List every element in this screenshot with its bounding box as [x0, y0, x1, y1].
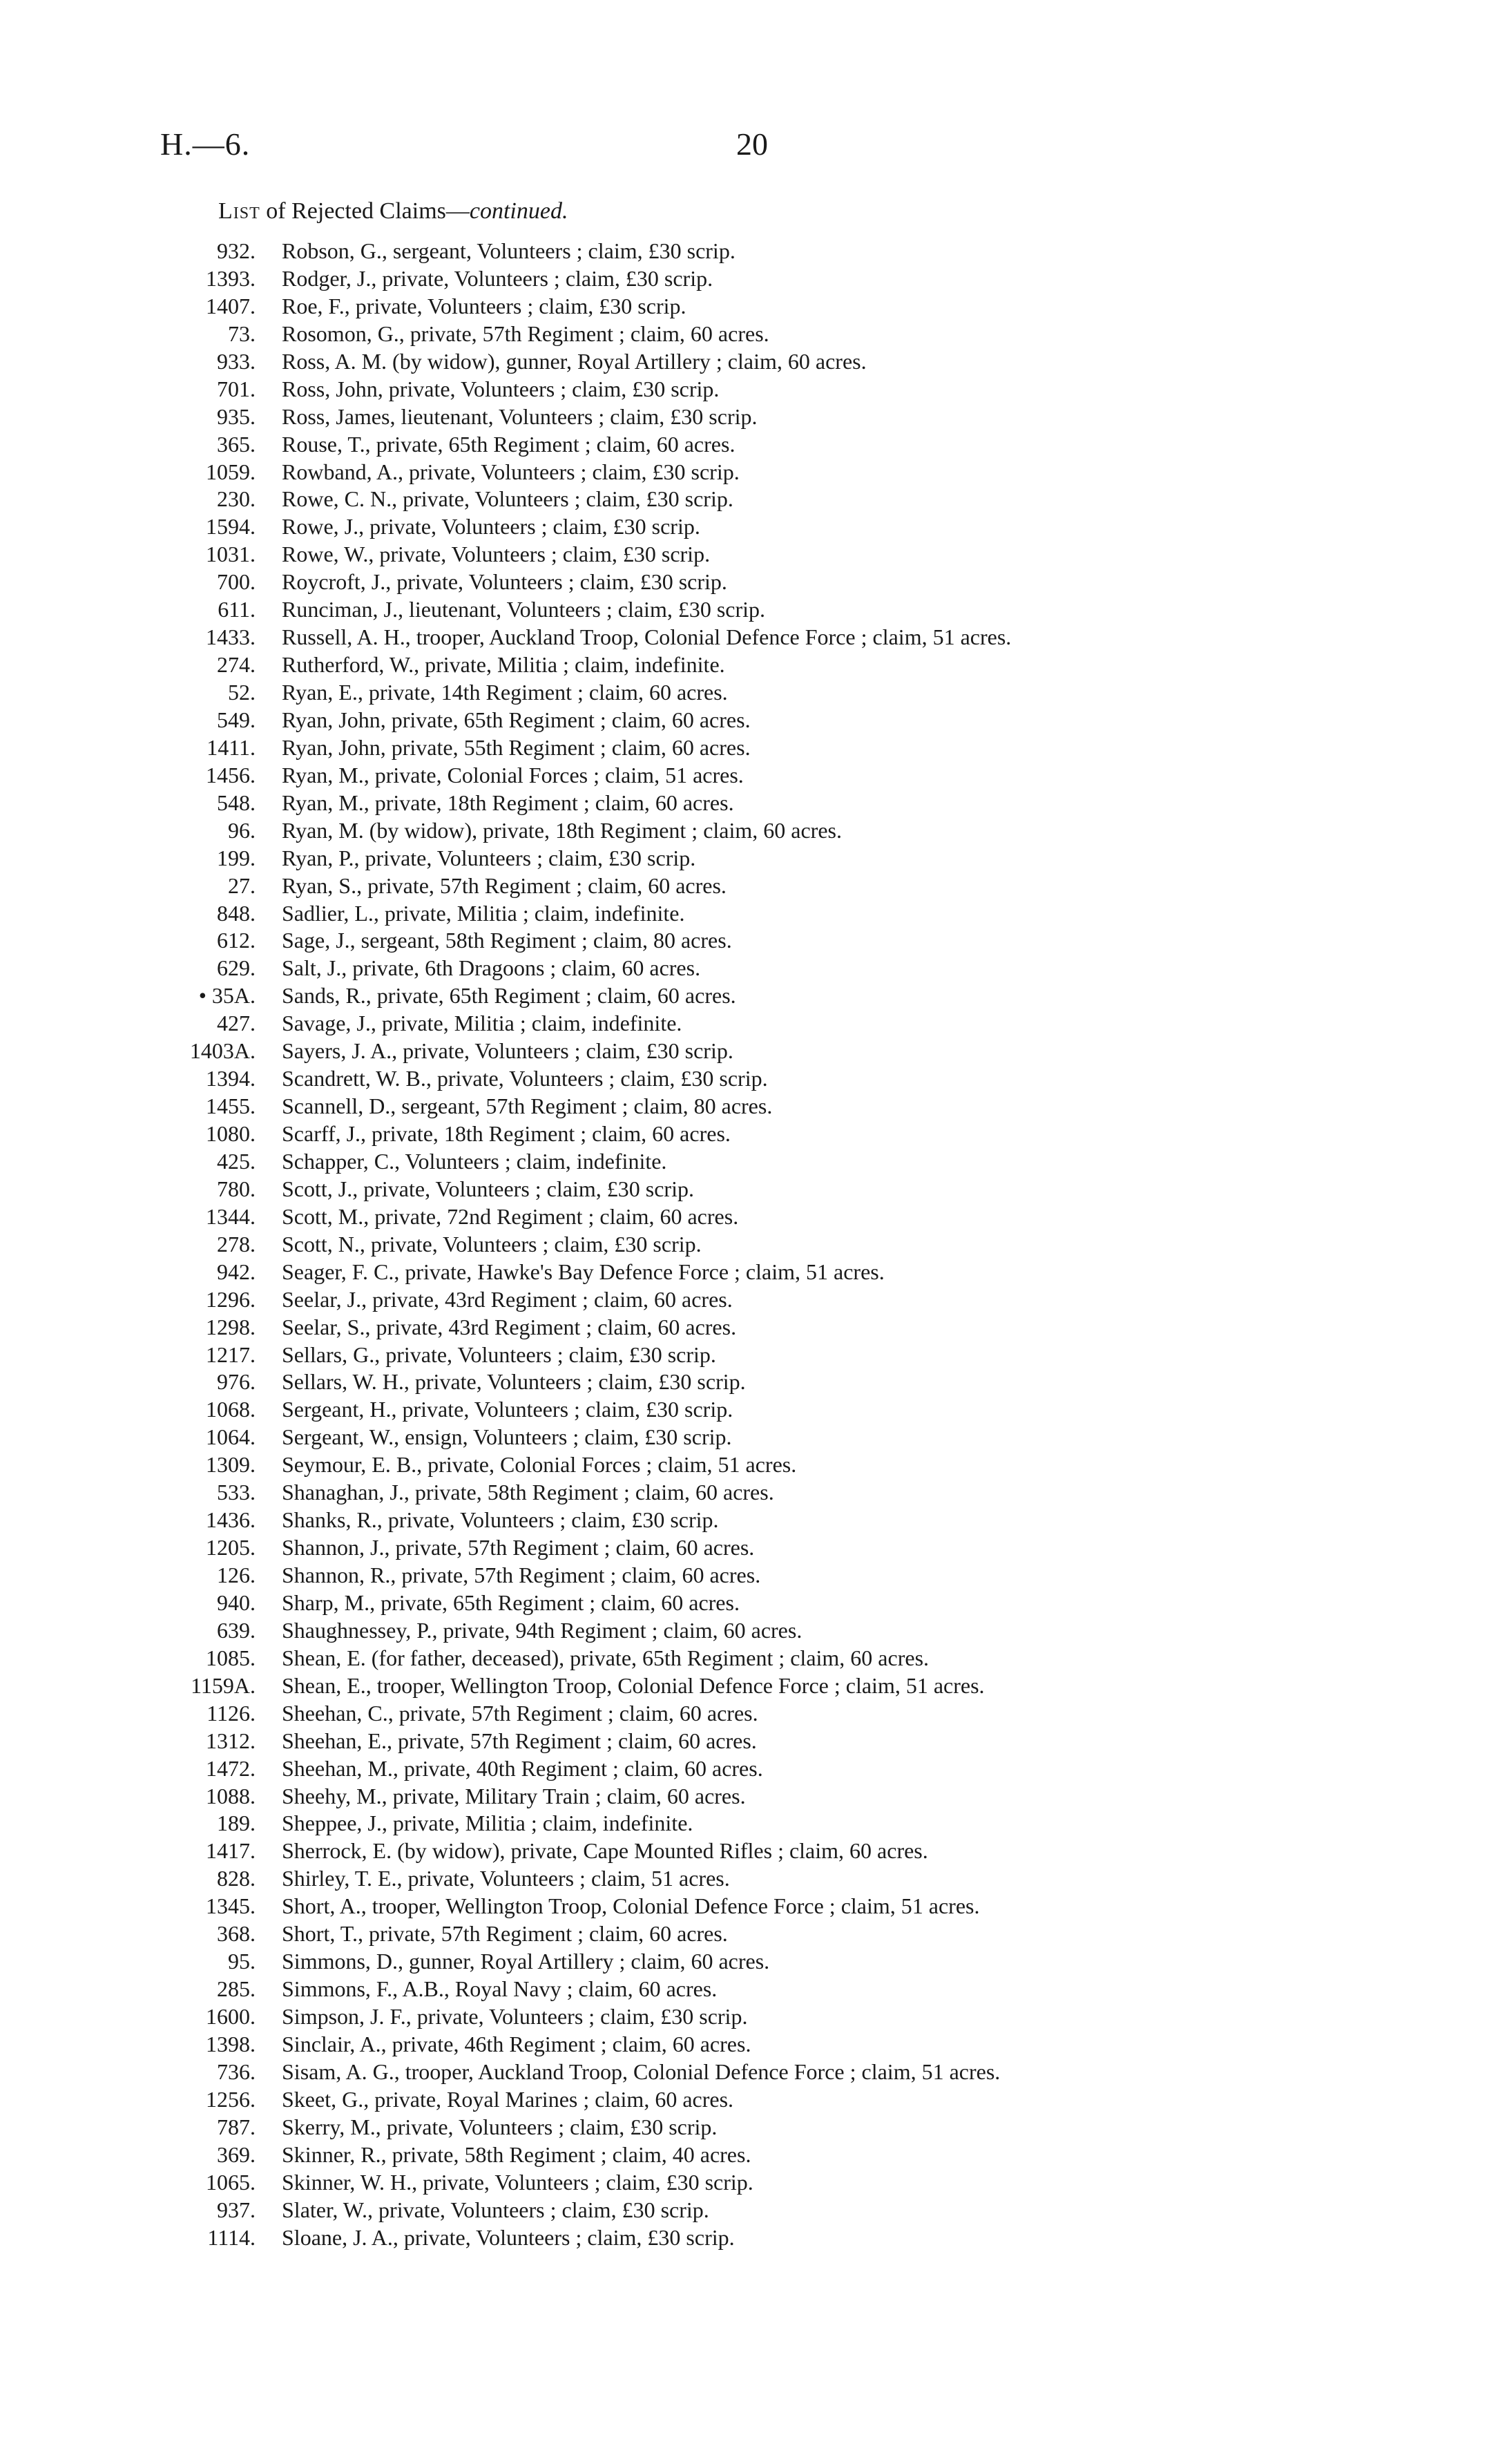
claim-number: 848. — [217, 900, 256, 926]
claim-text: Scandrett, W. B., private, Volunteers ; claim, £30 scrip. — [282, 1066, 768, 1091]
claim-text: Roycroft, J., private, Volunteers ; claim, £30 scrip. — [282, 569, 727, 595]
claim-text: Ryan, M., private, Colonial Forces ; claim, 51 acres. — [282, 762, 744, 787]
claim-entry — [0, 569, 1509, 596]
claim-text: Shannon, J., private, 57th Regiment ; claim, 60 acres. — [282, 1535, 755, 1560]
claim-number: 1398. — [206, 2031, 256, 2056]
claim-number: 533. — [217, 1480, 256, 1505]
claim-entry — [0, 1837, 1509, 1865]
claim-text: Ryan, John, private, 55th Regiment ; claim, 60 acres. — [282, 734, 751, 760]
claim-entry — [0, 486, 1509, 513]
claim-number: 1298. — [206, 1314, 256, 1339]
claim-text: Seager, F. C., private, Hawke's Bay Defence Force ; claim, 51 acres. — [282, 1259, 885, 1284]
claim-entry — [0, 321, 1509, 348]
claim-entry — [0, 1534, 1509, 1562]
claim-number: 52. — [228, 680, 256, 705]
claim-entry — [0, 845, 1509, 872]
claim-text: Simmons, F., A.B., Royal Navy ; claim, 60 acres. — [282, 1976, 718, 2002]
list-title-main: of Rejected Claims— — [266, 198, 470, 224]
claim-number: 736. — [217, 2059, 256, 2084]
claim-entry — [0, 1368, 1509, 1396]
claim-text: Short, T., private, 57th Regiment ; claim, 60 acres. — [282, 1921, 728, 1947]
claim-number: 1217. — [206, 1341, 256, 1367]
claim-number: 1065. — [206, 2169, 256, 2195]
claim-text: Scarff, J., private, 18th Regiment ; claim, 60 acres. — [282, 1121, 731, 1146]
claim-text: Sayers, J. A., private, Volunteers ; claim, £30 scrip. — [282, 1038, 733, 1064]
claim-text: Shanks, R., private, Volunteers ; claim, £30 scrip. — [282, 1507, 719, 1533]
claim-number: 933. — [217, 348, 256, 374]
claim-number: 828. — [217, 1866, 256, 1891]
list-title-continued: continued. — [469, 198, 568, 224]
claim-entry — [0, 707, 1509, 734]
claim-entry — [0, 2141, 1509, 2169]
claim-entry — [0, 2169, 1509, 2197]
claim-text: Rowe, J., private, Volunteers ; claim, £30 scrip. — [282, 514, 700, 539]
claim-entry — [0, 1672, 1509, 1700]
page-header — [0, 0, 1509, 180]
claim-entry — [0, 1314, 1509, 1341]
claim-entry — [0, 1451, 1509, 1479]
claim-number: 1600. — [206, 2004, 256, 2029]
claim-text: Russell, A. H., trooper, Auckland Troop, Colonial Defence Force ; claim, 51 acres. — [282, 624, 1012, 650]
claim-number: 780. — [217, 1176, 256, 1201]
claim-entry — [0, 1645, 1509, 1672]
claim-entry — [0, 651, 1509, 679]
claim-entry — [0, 1203, 1509, 1231]
claim-number: 787. — [217, 2114, 256, 2139]
claim-text: Scannell, D., sergeant, 57th Regiment ; claim, 80 acres. — [282, 1093, 773, 1119]
claim-entry — [0, 1507, 1509, 1534]
claim-number: 27. — [228, 872, 256, 898]
claim-number: 425. — [217, 1148, 256, 1174]
claim-number: 199. — [217, 845, 256, 870]
claim-number: 368. — [217, 1921, 256, 1947]
claim-entry — [0, 1893, 1509, 1920]
claim-entry — [0, 1755, 1509, 1783]
claim-entry — [0, 955, 1509, 982]
claim-entry — [0, 1617, 1509, 1645]
claim-number: 629. — [217, 955, 256, 981]
claim-number: 1472. — [206, 1755, 256, 1781]
claim-number: 700. — [217, 569, 256, 595]
claim-text: Sheehan, E., private, 57th Regiment ; claim, 60 acres. — [282, 1728, 757, 1753]
claim-entry — [0, 1231, 1509, 1259]
claim-number: 1594. — [206, 514, 256, 539]
claim-number: 1059. — [206, 459, 256, 484]
claim-text: Roe, F., private, Volunteers ; claim, £30 scrip. — [282, 293, 686, 318]
claim-entry — [0, 1120, 1509, 1148]
rejected-claims-list — [0, 238, 1509, 2251]
claim-entry — [0, 376, 1509, 403]
claim-text: Robson, G., sergeant, Volunteers ; claim, £30 scrip. — [282, 238, 736, 263]
claim-text: Rodger, J., private, Volunteers ; claim, £30 scrip. — [282, 265, 713, 291]
claim-number: 1312. — [206, 1728, 256, 1753]
claim-number: 1394. — [206, 1066, 256, 1091]
claim-entry — [0, 1148, 1509, 1176]
claim-number: 1064. — [206, 1424, 256, 1450]
claim-text: Sloane, J. A., private, Volunteers ; claim, £30 scrip. — [282, 2224, 735, 2250]
claim-number: 95. — [228, 1949, 256, 1974]
claim-number: 976. — [217, 1369, 256, 1395]
claim-number: 1411. — [206, 734, 256, 760]
claim-entry — [0, 293, 1509, 321]
claim-entry — [0, 348, 1509, 376]
claim-number: 1344. — [206, 1203, 256, 1229]
claim-entry — [0, 2003, 1509, 2031]
claim-number: 548. — [217, 790, 256, 815]
claim-number: 937. — [217, 2197, 256, 2222]
claim-text: Rowe, C. N., private, Volunteers ; claim, £30 scrip. — [282, 486, 733, 512]
claim-text: Skinner, R., private, 58th Regiment ; claim, 40 acres. — [282, 2141, 751, 2167]
claim-entry — [0, 1341, 1509, 1369]
claim-number: 126. — [217, 1563, 256, 1587]
claim-entry — [0, 1093, 1509, 1120]
claim-text: Seelar, S., private, 43rd Regiment ; claim, 60 acres. — [282, 1314, 737, 1339]
claim-entry — [0, 927, 1509, 955]
claim-text: Rouse, T., private, 65th Regiment ; claim, 60 acres. — [282, 431, 736, 457]
claim-text: Sellars, G., private, Volunteers ; claim, £30 scrip. — [282, 1341, 716, 1367]
claim-text: Salt, J., private, 6th Dragoons ; claim, 60 acres. — [282, 955, 701, 981]
claim-text: Ryan, P., private, Volunteers ; claim, £30 scrip. — [282, 845, 696, 870]
claim-number: 549. — [217, 707, 256, 732]
claim-entry — [0, 1424, 1509, 1451]
claim-number: 1433. — [206, 624, 256, 650]
claim-text: Shaughnessey, P., private, 94th Regiment ; claim, 60 acres. — [282, 1617, 802, 1643]
claim-number: 1085. — [206, 1645, 256, 1670]
claim-text: Sergeant, W., ensign, Volunteers ; claim, £30 scrip. — [282, 1424, 732, 1450]
claim-text: Sheehy, M., private, Military Train ; claim, 60 acres. — [282, 1783, 746, 1808]
claim-text: Sheehan, M., private, 40th Regiment ; claim, 60 acres. — [282, 1755, 763, 1781]
claim-entry — [0, 2197, 1509, 2224]
claim-number: 1403A. — [189, 1038, 256, 1064]
claim-number: 1456. — [206, 762, 256, 787]
claim-number: 427. — [217, 1011, 256, 1036]
claim-text: Sharp, M., private, 65th Regiment ; claim, 60 acres. — [282, 1589, 740, 1615]
claim-entry — [0, 238, 1509, 265]
claim-number: 1455. — [206, 1093, 256, 1119]
claim-text: Ryan, S., private, 57th Regiment ; claim, 60 acres. — [282, 872, 727, 898]
claim-number: 96. — [228, 817, 256, 843]
list-title — [218, 198, 568, 225]
claim-text: Scott, J., private, Volunteers ; claim, £30 scrip. — [282, 1176, 694, 1201]
claim-text: Ross, John, private, Volunteers ; claim, £30 scrip. — [282, 376, 720, 401]
claim-entry — [0, 513, 1509, 541]
claim-text: Shanaghan, J., private, 58th Regiment ; claim, 60 acres. — [282, 1480, 774, 1505]
claim-number: 940. — [217, 1589, 256, 1615]
claim-number: 230. — [217, 486, 256, 512]
claim-number: 1159A. — [191, 1672, 256, 1698]
claim-number: 639. — [217, 1617, 256, 1643]
claim-entry — [0, 790, 1509, 817]
claim-entry — [0, 1010, 1509, 1038]
claim-number: 1256. — [206, 2086, 256, 2112]
claim-number: 935. — [217, 403, 256, 429]
claim-entry — [0, 2031, 1509, 2059]
claim-number: 1068. — [206, 1397, 256, 1422]
claim-number: 612. — [217, 928, 256, 953]
claim-number: 1088. — [206, 1783, 256, 1808]
claim-number: 1436. — [206, 1507, 256, 1533]
claim-number: 942. — [217, 1259, 256, 1284]
claim-number: 611. — [218, 597, 256, 622]
claim-text: Sheehan, C., private, 57th Regiment ; claim, 60 acres. — [282, 1700, 758, 1726]
claim-entry — [0, 762, 1509, 790]
claim-entry — [0, 541, 1509, 569]
claim-text: Ryan, M., private, 18th Regiment ; claim, 60 acres. — [282, 790, 734, 815]
claim-text: Ross, A. M. (by widow), gunner, Royal Artillery ; claim, 60 acres. — [282, 348, 867, 374]
claim-entry — [0, 1396, 1509, 1424]
claim-entry — [0, 624, 1509, 651]
claim-entry — [0, 817, 1509, 845]
claim-number: 278. — [217, 1231, 256, 1257]
claim-entry — [0, 872, 1509, 900]
claim-entry — [0, 2114, 1509, 2141]
claim-entry — [0, 1562, 1509, 1589]
claim-text: Skinner, W. H., private, Volunteers ; claim, £30 scrip. — [282, 2169, 753, 2195]
claim-entry — [0, 1038, 1509, 1065]
claim-text: Simpson, J. F., private, Volunteers ; claim, £30 scrip. — [282, 2004, 748, 2029]
claim-entry — [0, 1286, 1509, 1314]
claim-entry — [0, 2059, 1509, 2086]
claim-entry — [0, 1700, 1509, 1728]
claim-text: Ryan, John, private, 65th Regiment ; claim, 60 acres. — [282, 707, 751, 732]
claim-text: Skeet, G., private, Royal Marines ; claim, 60 acres. — [282, 2086, 734, 2112]
document-code: H.—6. — [160, 126, 251, 162]
page-number: 20 — [736, 126, 768, 162]
claim-text: Sheppee, J., private, Militia ; claim, indefinite. — [282, 1811, 693, 1836]
claim-text: Seelar, J., private, 43rd Regiment ; claim, 60 acres. — [282, 1286, 733, 1312]
claim-text: Skerry, M., private, Volunteers ; claim, £30 scrip. — [282, 2114, 718, 2139]
claim-entry — [0, 2224, 1509, 2252]
claim-entry — [0, 734, 1509, 762]
claim-number: 1114. — [207, 2224, 256, 2250]
claim-number: 189. — [217, 1811, 256, 1836]
claim-entry — [0, 1920, 1509, 1948]
claim-number: 1080. — [206, 1121, 256, 1146]
claim-number: 73. — [228, 321, 256, 346]
claim-text: Shean, E., trooper, Wellington Troop, Colonial Defence Force ; claim, 51 acres. — [282, 1672, 985, 1698]
claim-text: Sherrock, E. (by widow), private, Cape Mounted Rifles ; claim, 60 acres. — [282, 1838, 928, 1864]
list-title-list-word: List — [218, 198, 260, 224]
claim-entry — [0, 1176, 1509, 1203]
claim-entry — [0, 1783, 1509, 1811]
claim-entry — [0, 596, 1509, 624]
claim-number: 1345. — [206, 1893, 256, 1919]
claim-text: Ryan, E., private, 14th Regiment ; claim, 60 acres. — [282, 680, 728, 705]
claim-entry — [0, 403, 1509, 431]
claim-text: Sands, R., private, 65th Regiment ; claim, 60 acres. — [282, 983, 736, 1009]
claim-number: 1407. — [206, 293, 256, 318]
claim-number: 1393. — [206, 265, 256, 291]
claim-text: Shannon, R., private, 57th Regiment ; claim, 60 acres. — [282, 1563, 761, 1587]
claim-number: 932. — [217, 238, 256, 263]
claim-text: Rowe, W., private, Volunteers ; claim, £30 scrip. — [282, 542, 711, 567]
claim-number: 369. — [217, 2141, 256, 2167]
claim-entry — [0, 1589, 1509, 1617]
claim-text: Slater, W., private, Volunteers ; claim, £30 scrip. — [282, 2197, 709, 2222]
claim-text: Sinclair, A., private, 46th Regiment ; claim, 60 acres. — [282, 2031, 751, 2056]
claim-number: 274. — [217, 652, 256, 678]
claim-number: • 35A. — [198, 983, 256, 1009]
claim-text: Shean, E. (for father, deceased), private, 65th Regiment ; claim, 60 acres. — [282, 1645, 930, 1670]
claim-entry — [0, 1865, 1509, 1893]
claim-text: Sergeant, H., private, Volunteers ; claim, £30 scrip. — [282, 1397, 733, 1422]
claim-text: Seymour, E. B., private, Colonial Forces ; claim, 51 acres. — [282, 1452, 797, 1478]
claim-number: 1031. — [206, 542, 256, 567]
claim-text: Rosomon, G., private, 57th Regiment ; claim, 60 acres. — [282, 321, 769, 346]
claim-text: Sellars, W. H., private, Volunteers ; claim, £30 scrip. — [282, 1369, 746, 1395]
claim-text: Scott, M., private, 72nd Regiment ; claim, 60 acres. — [282, 1203, 739, 1229]
claim-text: Schapper, C., Volunteers ; claim, indefinite. — [282, 1148, 667, 1174]
claim-number: 1126. — [206, 1700, 256, 1726]
claim-text: Runciman, J., lieutenant, Volunteers ; claim, £30 scrip. — [282, 597, 766, 622]
claim-text: Sadlier, L., private, Militia ; claim, indefinite. — [282, 900, 685, 926]
claim-text: Sage, J., sergeant, 58th Regiment ; claim, 80 acres. — [282, 928, 732, 953]
claim-entry — [0, 1976, 1509, 2003]
claim-entry — [0, 900, 1509, 928]
claim-entry — [0, 1948, 1509, 1976]
claim-text: Shirley, T. E., private, Volunteers ; claim, 51 acres. — [282, 1866, 730, 1891]
claim-entry — [0, 982, 1509, 1010]
claim-entry — [0, 1065, 1509, 1093]
claim-entry — [0, 265, 1509, 293]
claim-entry — [0, 431, 1509, 459]
claim-text: Savage, J., private, Militia ; claim, indefinite. — [282, 1011, 682, 1036]
claim-text: Sisam, A. G., trooper, Auckland Troop, Colonial Defence Force ; claim, 51 acres. — [282, 2059, 1001, 2084]
claim-text: Ross, James, lieutenant, Volunteers ; claim, £30 scrip. — [282, 403, 758, 429]
claim-entry — [0, 1728, 1509, 1755]
claim-entry — [0, 679, 1509, 707]
claim-text: Ryan, M. (by widow), private, 18th Regiment ; claim, 60 acres. — [282, 817, 842, 843]
claim-number: 1417. — [206, 1838, 256, 1864]
claim-entry — [0, 459, 1509, 486]
claim-text: Short, A., trooper, Wellington Troop, Colonial Defence Force ; claim, 51 acres. — [282, 1893, 980, 1919]
claim-number: 701. — [217, 376, 256, 401]
claim-number: 1296. — [206, 1286, 256, 1312]
claim-number: 1205. — [206, 1535, 256, 1560]
claim-number: 285. — [217, 1976, 256, 2002]
claim-entry — [0, 2086, 1509, 2114]
claim-number: 1309. — [206, 1452, 256, 1478]
claim-text: Rowband, A., private, Volunteers ; claim, £30 scrip. — [282, 459, 740, 484]
claim-entry — [0, 1479, 1509, 1507]
claim-entry — [0, 1810, 1509, 1837]
claim-text: Scott, N., private, Volunteers ; claim, £30 scrip. — [282, 1231, 702, 1257]
claim-text: Simmons, D., gunner, Royal Artillery ; claim, 60 acres. — [282, 1949, 770, 1974]
claim-text: Rutherford, W., private, Militia ; claim, indefinite. — [282, 652, 725, 678]
claim-number: 365. — [217, 431, 256, 457]
claim-entry — [0, 1259, 1509, 1286]
